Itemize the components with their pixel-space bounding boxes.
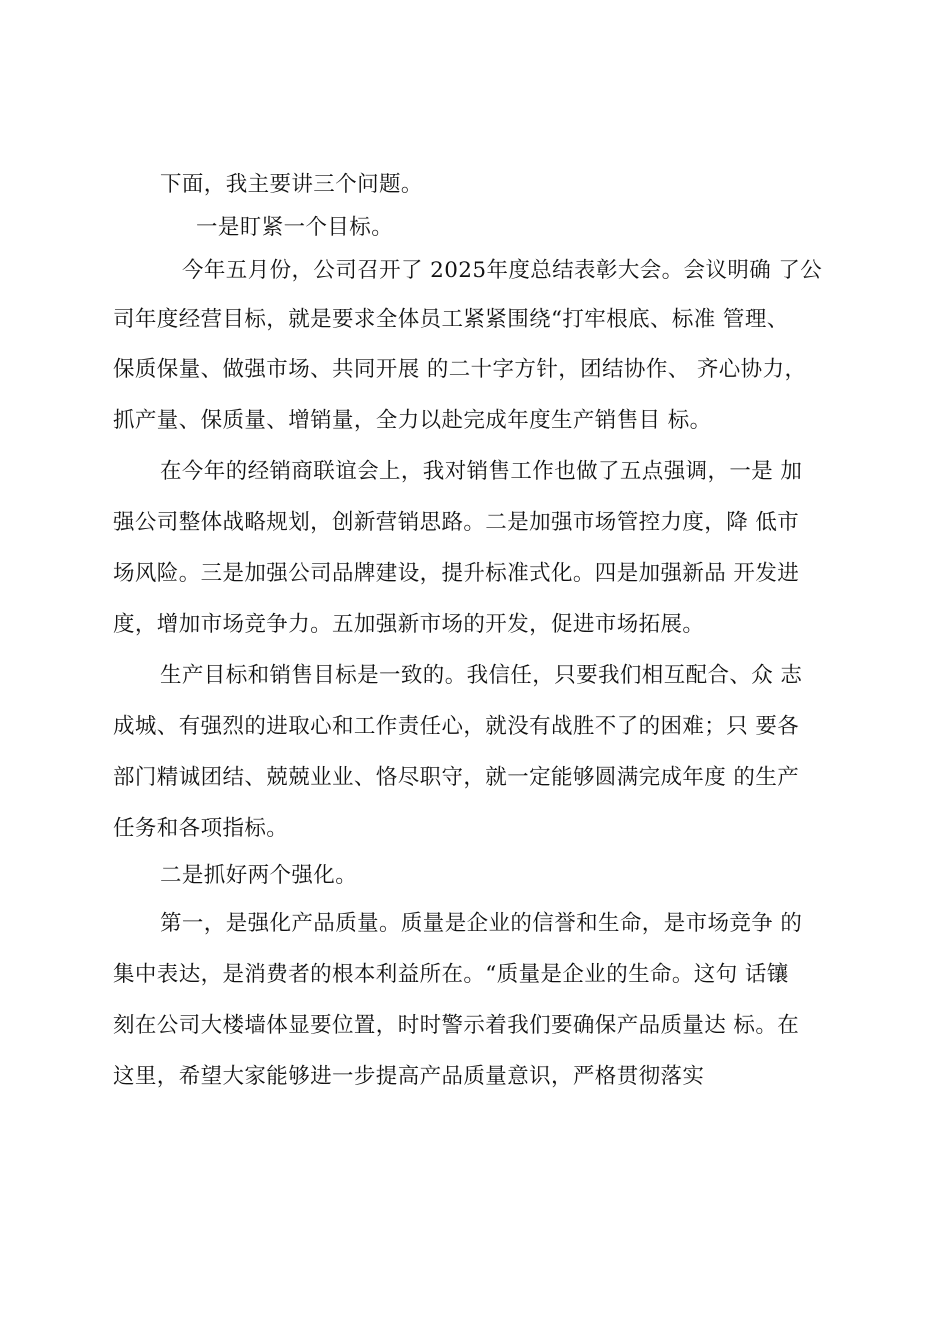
paragraph-line: 场风险。三是加强公司品牌建设，提升标准式化。四是加强新品 开发进 <box>113 561 800 586</box>
paragraph-line: 保质保量、做强市场、共同开展 的二十字方针，团结协作、 齐心协力， <box>113 357 807 382</box>
paragraph-line: 集中表达，是消费者的根本利益所在。“质量是企业的生命。这句 话镶 <box>113 962 789 987</box>
paragraph-line: 在今年的经销商联谊会上，我对销售工作也做了五点强调，一是 加 <box>160 459 803 484</box>
paragraph-line: 强公司整体战略规划，创新营销思路。二是加强市场管控力度，降 低市 <box>113 510 800 535</box>
paragraph-line: 度，增加市场竞争力。五加强新市场的开发，促进市场拓展。 <box>113 612 705 637</box>
paragraph-line: 司年度经营目标，就是要求全体员工紧紧围绕“打牢根底、标准 管理、 <box>113 307 789 332</box>
paragraph-line: 第一，是强化产品质量。质量是企业的信誉和生命，是市场竞争 的 <box>160 911 803 936</box>
paragraph-line: 刻在公司大楼墙体显要位置，时时警示着我们要确保产品质量达 标。在 <box>113 1013 800 1038</box>
paragraph-line: 生产目标和销售目标是一致的。我信任，只要我们相互配合、众 志 <box>160 663 803 688</box>
section-heading-two: 二是抓好两个强化。 <box>160 863 358 888</box>
paragraph-line: 部门精诚团结、兢兢业业、恪尽职守，就一定能够圆满完成年度 的生产 <box>113 765 800 790</box>
paragraph-line: 成城、有强烈的进取心和工作责任心，就没有战胜不了的困难；只 要各 <box>113 714 800 739</box>
paragraph-line: 抓产量、保质量、增销量，全力以赴完成年度生产销售目 标。 <box>113 408 712 433</box>
paragraph-line: 这里，希望大家能够进一步提高产品质量意识，严格贯彻落实 <box>113 1064 705 1089</box>
paragraph-line: 今年五月份，公司召开了 2025年度总结表彰大会。会议明确 了公 <box>182 258 823 283</box>
section-heading-one: 一是盯紧一个目标。 <box>196 215 394 240</box>
paragraph-line: 任务和各项指标。 <box>113 816 289 841</box>
intro-line: 下面，我主要讲三个问题。 <box>160 172 423 197</box>
